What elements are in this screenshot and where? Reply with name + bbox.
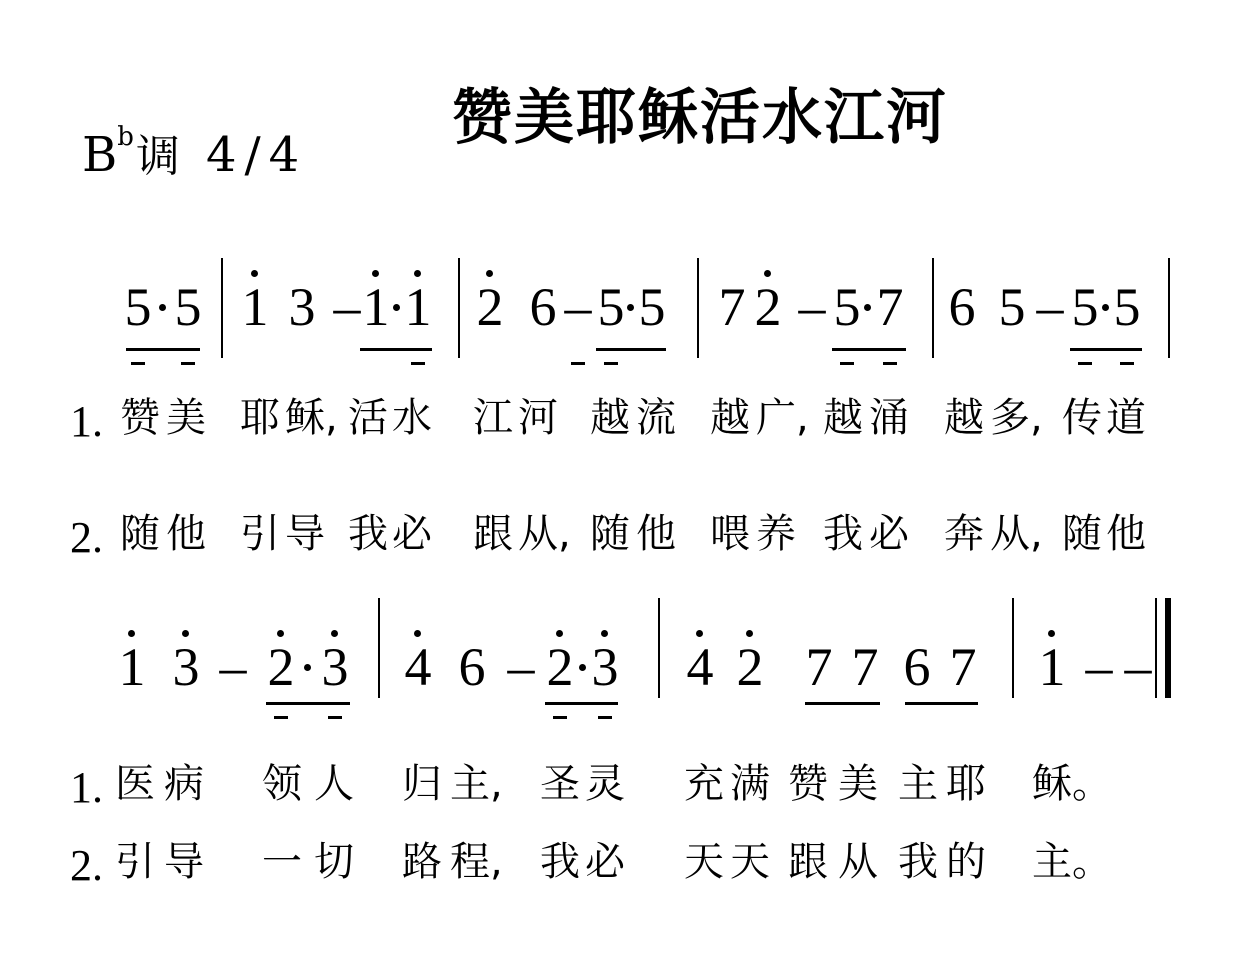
eighth-beam <box>1070 348 1142 351</box>
lyric-syllable: 从, <box>990 511 1043 557</box>
eighth-beam <box>126 348 200 351</box>
low-octave-dot <box>604 362 618 365</box>
lyric-syllable: 越 <box>710 395 750 441</box>
eighth-beam <box>545 702 618 705</box>
lyric-syllable: 耶 <box>240 395 280 441</box>
jianpu-note: 6 <box>948 277 976 337</box>
lyric-syllable: 他 <box>636 511 676 557</box>
high-octave-dot <box>1048 630 1055 637</box>
low-octave-dot <box>1120 362 1134 365</box>
jianpu-note: 5 <box>1113 277 1141 337</box>
lyric-syllable: 活 <box>348 395 388 441</box>
bar-line <box>697 258 699 358</box>
jianpu-note: 5 <box>638 277 666 337</box>
time-signature: 4/4 <box>205 127 308 183</box>
jianpu-note: 2 <box>546 637 574 697</box>
lyric-syllable: 主, <box>450 761 503 807</box>
lyric-syllable: 养 <box>756 511 796 557</box>
lyric-syllable: 河 <box>518 395 558 441</box>
lyric-syllable: 满 <box>730 761 770 807</box>
verse-number: 1. <box>70 763 103 812</box>
high-octave-dot <box>414 270 421 277</box>
lyric-syllable: 随 <box>120 511 160 557</box>
jianpu-note: 5 <box>597 277 625 337</box>
bar-line <box>378 598 380 698</box>
low-octave-dot <box>553 716 567 719</box>
lyric-syllable: 耶 <box>946 761 986 807</box>
lyric-syllable: 导 <box>164 839 204 885</box>
jianpu-note: – <box>798 277 826 337</box>
lyric-syllable: 随 <box>1062 511 1102 557</box>
jianpu-note: 5 <box>998 277 1026 337</box>
lyric-syllable: 切 <box>314 839 354 885</box>
high-octave-dot <box>331 630 338 637</box>
lyric-syllable: 人 <box>314 761 354 807</box>
rhythm-dot <box>627 304 634 311</box>
low-octave-dot <box>571 362 585 365</box>
lyric-syllable: 越 <box>590 395 630 441</box>
lyric-syllable: 一 <box>262 839 302 885</box>
lyric-syllable: 天 <box>684 839 724 885</box>
song-title: 赞美耶稣活水江河 <box>452 83 948 153</box>
bar-line <box>221 258 223 358</box>
lyric-syllable: 江 <box>473 395 513 441</box>
jianpu-note: 7 <box>851 637 879 697</box>
jianpu-note: 7 <box>805 637 833 697</box>
lyric-syllable: 充 <box>684 761 724 807</box>
jianpu-note: 1 <box>241 277 269 337</box>
bar-line <box>1155 598 1157 698</box>
lyric-syllable: 必 <box>392 511 432 557</box>
jianpu-note: 1 <box>1038 637 1066 697</box>
lyric-syllable: 从, <box>518 511 571 557</box>
bar-line <box>1168 258 1170 358</box>
lyric-syllable: 稣。 <box>1032 761 1112 807</box>
jianpu-note: 2 <box>736 637 764 697</box>
bar-line <box>458 258 460 358</box>
jianpu-note: 6 <box>903 637 931 697</box>
jianpu-note: 7 <box>949 637 977 697</box>
lyric-syllable: 我 <box>348 511 388 557</box>
eighth-beam <box>266 702 350 705</box>
lyric-syllable: 我 <box>898 839 938 885</box>
verse-number: 1. <box>70 397 103 446</box>
lyric-syllable: 归 <box>402 761 442 807</box>
flat-sign: b <box>117 122 134 152</box>
high-octave-dot <box>414 630 421 637</box>
lyric-syllable: 稣, <box>285 395 338 441</box>
jianpu-note: – <box>1036 277 1064 337</box>
lyric-syllable: 流 <box>636 395 676 441</box>
key-signature <box>82 120 307 184</box>
lyric-syllable: 圣 <box>540 761 580 807</box>
low-octave-dot <box>411 362 425 365</box>
high-octave-dot <box>372 270 379 277</box>
high-octave-dot <box>277 630 284 637</box>
lyric-syllable: 广, <box>756 395 809 441</box>
eighth-beam <box>832 348 906 351</box>
lyric-syllable: 领 <box>262 761 302 807</box>
bar-line <box>932 258 934 358</box>
verse-number: 2. <box>70 841 103 890</box>
eighth-beam <box>905 702 978 705</box>
jianpu-note: 4 <box>686 637 714 697</box>
eighth-beam <box>360 348 432 351</box>
lyric-syllable: 跟 <box>788 839 828 885</box>
lyric-syllable: 涌 <box>869 395 909 441</box>
high-octave-dot <box>251 270 258 277</box>
jianpu-note: 6 <box>529 277 557 337</box>
lyric-syllable: 跟 <box>473 511 513 557</box>
lyric-syllable: 他 <box>1106 511 1146 557</box>
lyric-syllable: 越 <box>944 395 984 441</box>
low-octave-dot <box>274 716 288 719</box>
lyric-syllable: 路 <box>402 839 442 885</box>
jianpu-note: 3 <box>288 277 316 337</box>
bar-line <box>1012 598 1014 698</box>
high-octave-dot <box>182 630 189 637</box>
lyric-syllable: 赞 <box>120 395 160 441</box>
lyric-syllable: 我 <box>540 839 580 885</box>
jianpu-note: 3 <box>591 637 619 697</box>
low-octave-dot <box>840 362 854 365</box>
high-octave-dot <box>696 630 703 637</box>
lyric-syllable: 道 <box>1106 395 1146 441</box>
lyric-syllable: 从 <box>838 839 878 885</box>
lyric-syllable: 引 <box>240 511 280 557</box>
low-octave-dot <box>883 362 897 365</box>
jianpu-note: – <box>507 637 535 697</box>
high-octave-dot <box>486 270 493 277</box>
lyric-syllable: 我 <box>823 511 863 557</box>
lyric-syllable: 主。 <box>1032 839 1112 885</box>
lyric-syllable: 的 <box>946 839 986 885</box>
jianpu-note: 7 <box>876 277 904 337</box>
jianpu-note: 6 <box>458 637 486 697</box>
lyric-syllable: 病 <box>164 761 204 807</box>
lyric-syllable: 传 <box>1062 395 1102 441</box>
lyric-syllable: 必 <box>869 511 909 557</box>
high-octave-dot <box>556 630 563 637</box>
high-octave-dot <box>601 630 608 637</box>
lyric-syllable: 程, <box>450 839 503 885</box>
lyric-syllable: 越 <box>823 395 863 441</box>
rhythm-dot <box>393 304 400 311</box>
lyric-syllable: 美 <box>838 761 878 807</box>
rhythm-dot <box>1102 304 1109 311</box>
lyric-syllable: 导 <box>285 511 325 557</box>
jianpu-note: 3 <box>321 637 349 697</box>
eighth-beam <box>805 702 880 705</box>
lyric-syllable: 引 <box>115 839 155 885</box>
lyric-syllable: 灵 <box>585 761 625 807</box>
lyric-syllable: 必 <box>585 839 625 885</box>
lyric-syllable: 随 <box>590 511 630 557</box>
jianpu-note: 5 <box>174 277 202 337</box>
lyric-syllable: 多, <box>990 395 1043 441</box>
final-bar-line <box>1165 598 1171 698</box>
rhythm-dot <box>159 304 166 311</box>
jianpu-note: 1 <box>362 277 390 337</box>
jianpu-note: – <box>564 277 592 337</box>
jianpu-note: 3 <box>172 637 200 697</box>
lyric-syllable: 主 <box>898 761 938 807</box>
jianpu-note: – <box>219 637 247 697</box>
low-octave-dot <box>328 716 342 719</box>
key-label: 调 <box>135 131 180 182</box>
low-octave-dot <box>1078 362 1092 365</box>
eighth-beam <box>596 348 666 351</box>
rhythm-dot <box>304 664 311 671</box>
high-octave-dot <box>746 630 753 637</box>
verse-number: 2. <box>70 513 103 562</box>
jianpu-note: – <box>1085 637 1113 697</box>
jianpu-note: 4 <box>404 637 432 697</box>
jianpu-note: 2 <box>476 277 504 337</box>
jianpu-note: 5 <box>124 277 152 337</box>
lyric-syllable: 天 <box>730 839 770 885</box>
jianpu-note: 1 <box>118 637 146 697</box>
rhythm-dot <box>579 664 586 671</box>
jianpu-note: 2 <box>754 277 782 337</box>
key-note: B <box>82 127 118 183</box>
jianpu-note: 2 <box>267 637 295 697</box>
low-octave-dot <box>131 362 145 365</box>
jianpu-note: 1 <box>404 277 432 337</box>
rhythm-dot <box>864 304 871 311</box>
bar-line <box>658 598 660 698</box>
lyric-syllable: 奔 <box>944 511 984 557</box>
high-octave-dot <box>764 270 771 277</box>
jianpu-note: 5 <box>1071 277 1099 337</box>
lyric-syllable: 水 <box>392 395 432 441</box>
low-octave-dot <box>181 362 195 365</box>
lyric-syllable: 喂 <box>710 511 750 557</box>
jianpu-note: 7 <box>718 277 746 337</box>
lyric-syllable: 美 <box>166 395 206 441</box>
lyric-syllable: 赞 <box>788 761 828 807</box>
lyric-syllable: 医 <box>115 761 155 807</box>
high-octave-dot <box>128 630 135 637</box>
jianpu-note: 5 <box>833 277 861 337</box>
lyric-syllable: 他 <box>166 511 206 557</box>
jianpu-note: – <box>1124 637 1152 697</box>
low-octave-dot <box>598 716 612 719</box>
jianpu-note: – <box>333 277 361 337</box>
